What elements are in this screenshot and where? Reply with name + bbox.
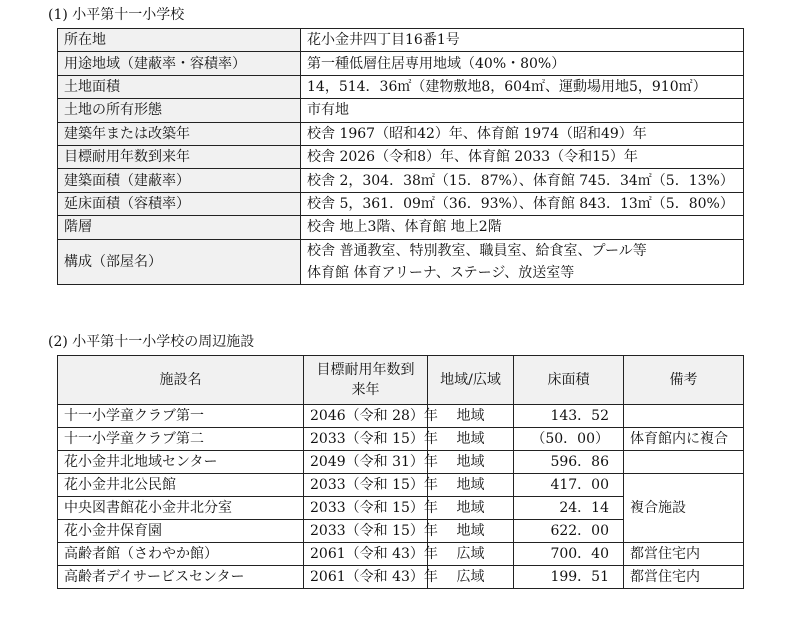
facility-area-type: 地域 xyxy=(428,428,514,451)
info-label: 所在地 xyxy=(58,29,301,52)
facility-name: 花小金井北公民館 xyxy=(58,474,304,497)
structure-line-school: 校舎 普通教室、特別教室、職員室、給食室、プール等 xyxy=(307,242,647,259)
info-row xyxy=(58,216,744,239)
facility-row xyxy=(58,543,744,566)
info-value: 市有地 xyxy=(301,99,744,122)
header-target-year xyxy=(304,356,428,405)
header-facility-name: 施設名 xyxy=(58,356,304,405)
facility-target-year: 2061（令和 43）年 xyxy=(304,566,428,589)
facility-area-type: 地域 xyxy=(428,451,514,474)
school-info-table xyxy=(57,28,744,285)
facility-area-type: 広域 xyxy=(428,543,514,566)
facility-note-complex: 複合施設 xyxy=(624,474,744,543)
facility-area-type: 広域 xyxy=(428,566,514,589)
facility-target-year: 2033（令和 15）年 xyxy=(304,520,428,543)
info-label: 建築面積（建蔽率） xyxy=(58,169,301,192)
section1-title: (1) 小平第十一小学校 xyxy=(48,7,185,23)
section2-title: (2) 小平第十一小学校の周辺施設 xyxy=(48,334,255,350)
info-value: 校舎 地上3階、体育館 地上2階 xyxy=(301,216,744,239)
info-row xyxy=(58,99,744,122)
facility-target-year: 2061（令和 43）年 xyxy=(304,543,428,566)
header-note: 備考 xyxy=(624,356,744,405)
info-label: 土地面積 xyxy=(58,75,301,98)
info-label: 階層 xyxy=(58,216,301,239)
info-row xyxy=(58,122,744,145)
facility-floor-area: （50．00） xyxy=(514,428,624,451)
facility-area-type: 地域 xyxy=(428,520,514,543)
nearby-facilities-table xyxy=(57,355,744,589)
info-row xyxy=(58,145,744,168)
facility-floor-area: 622．00 xyxy=(514,520,624,543)
facility-note-empty xyxy=(624,451,744,474)
facility-floor-area: 143．52 xyxy=(514,405,624,428)
info-label: 目標耐用年数到来年 xyxy=(58,145,301,168)
facility-row xyxy=(58,405,744,428)
facility-floor-area: 417．00 xyxy=(514,474,624,497)
facility-area-type: 地域 xyxy=(428,474,514,497)
info-label: 土地の所有形態 xyxy=(58,99,301,122)
facility-floor-area: 24．14 xyxy=(514,497,624,520)
info-value-structure xyxy=(301,239,744,284)
facility-name: 花小金井保育園 xyxy=(58,520,304,543)
facility-area-type: 地域 xyxy=(428,405,514,428)
facility-row xyxy=(58,428,744,451)
facility-name: 花小金井北地域センター xyxy=(58,451,304,474)
facility-note: 体育館内に複合 xyxy=(624,428,744,451)
info-row xyxy=(58,169,744,192)
facility-target-year: 2046（令和 28）年 xyxy=(304,405,428,428)
facility-row xyxy=(58,474,744,497)
facility-target-year: 2033（令和 15）年 xyxy=(304,497,428,520)
facility-note: 都営住宅内 xyxy=(624,543,744,566)
info-row xyxy=(58,192,744,215)
facility-name: 高齢者館（さわやか館） xyxy=(58,543,304,566)
facility-row xyxy=(58,566,744,589)
info-value: 校舎 2，304．38㎡（15．87%）、体育館 745．34㎡（5．13%） xyxy=(301,169,744,192)
facility-target-year: 2033（令和 15）年 xyxy=(304,428,428,451)
info-value: 校舎 5，361．09㎡（36．93%）、体育館 843．13㎡（5．80%） xyxy=(301,192,744,215)
facility-target-year: 2049（令和 31）年 xyxy=(304,451,428,474)
facility-name: 中央図書館花小金井北分室 xyxy=(58,497,304,520)
info-row xyxy=(58,75,744,98)
header-row xyxy=(58,356,744,405)
info-value: 校舎 2026（令和8）年、体育館 2033（令和15）年 xyxy=(301,145,744,168)
facility-row xyxy=(58,451,744,474)
facility-floor-area: 596．86 xyxy=(514,451,624,474)
facility-target-year: 2033（令和 15）年 xyxy=(304,474,428,497)
info-row xyxy=(58,52,744,75)
info-value: 花小金井四丁目16番1号 xyxy=(301,29,744,52)
facility-area-type: 地域 xyxy=(428,497,514,520)
info-value: 校舎 1967（昭和42）年、体育館 1974（昭和49）年 xyxy=(301,122,744,145)
header-target-year-line2: 来年 xyxy=(351,382,380,398)
info-value: 14，514．36㎡（建物敷地8，604㎡、運動場用地5，910㎡） xyxy=(301,75,744,98)
facility-floor-area: 199．51 xyxy=(514,566,624,589)
info-label: 用途地域（建蔽率・容積率） xyxy=(58,52,301,75)
facility-name: 十一小学童クラブ第二 xyxy=(58,428,304,451)
info-label: 構成（部屋名） xyxy=(58,239,301,284)
info-label: 延床面積（容積率） xyxy=(58,192,301,215)
header-area-type: 地域/広域 xyxy=(428,356,514,405)
info-row xyxy=(58,29,744,52)
facility-name: 高齢者デイサービスセンター xyxy=(58,566,304,589)
facility-name: 十一小学童クラブ第一 xyxy=(58,405,304,428)
header-floor-area: 床面積 xyxy=(514,356,624,405)
facility-note: 都営住宅内 xyxy=(624,566,744,589)
info-value: 第一種低層住居専用地域（40%・80%） xyxy=(301,52,744,75)
facility-note-empty xyxy=(624,405,744,428)
info-label: 建築年または改築年 xyxy=(58,122,301,145)
structure-line-gym: 体育館 体育アリーナ、ステージ、放送室等 xyxy=(307,264,575,281)
facility-floor-area: 700．40 xyxy=(514,543,624,566)
header-target-year-line1: 目標耐用年数到 xyxy=(316,362,415,378)
info-row-structure xyxy=(58,239,744,284)
